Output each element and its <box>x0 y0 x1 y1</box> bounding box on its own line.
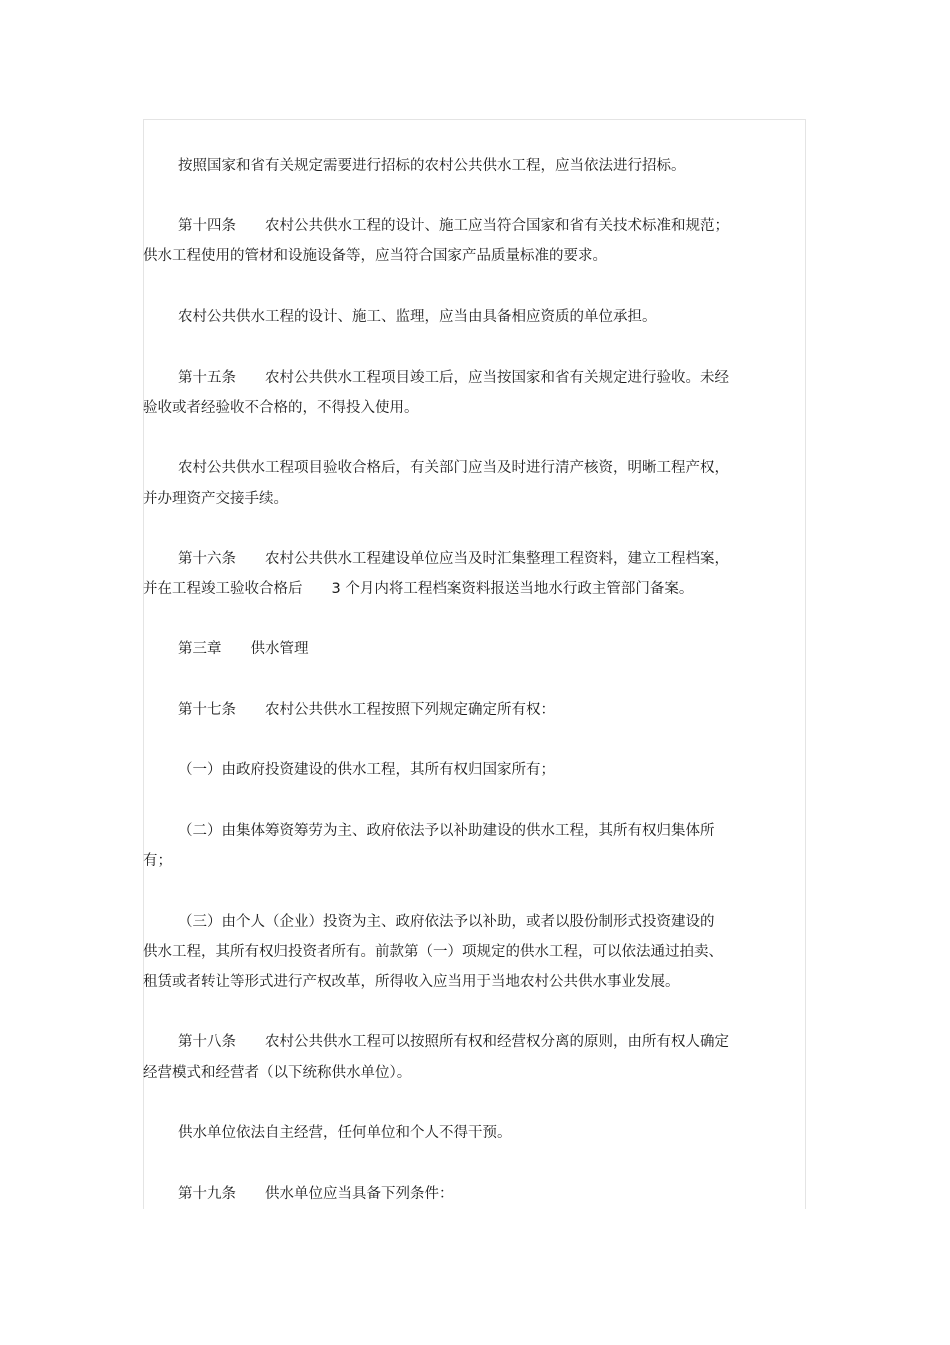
text-line: 验收或者经验收不合格的，不得投入使用。 <box>143 400 419 416</box>
text-line: 有； <box>143 853 172 869</box>
text-line: 农村公共供水工程的设计、施工、监理，应当由具备相应资质的单位承担。 <box>178 309 657 325</box>
text-line: 租赁或者转让等形式进行产权改革，所得收入应当用于当地农村公共供水事业发展。 <box>143 974 680 990</box>
text-line: 按照国家和省有关规定需要进行招标的农村公共供水工程，应当依法进行招标。 <box>178 158 686 174</box>
text-line: （三）由个人（企业）投资为主、政府依法予以补助，或者以股份制形式投资建设的 <box>178 914 715 930</box>
text-line: 第十八条 农村公共供水工程可以按照所有权和经营权分离的原则，由所有权人确定 <box>178 1034 729 1050</box>
text-line: 供水工程使用的管材和设施设备等，应当符合国家产品质量标准的要求。 <box>143 248 607 264</box>
text-line: 经营模式和经营者（以下统称供水单位）。 <box>143 1065 412 1081</box>
text-line: 并办理资产交接手续。 <box>143 491 288 507</box>
text-line: 农村公共供水工程项目验收合格后，有关部门应当及时进行清产核资，明晰工程产权， <box>178 460 729 476</box>
text-line: 第十六条 农村公共供水工程建设单位应当及时汇集整理工程资料，建立工程档案， <box>178 551 729 567</box>
chapter-heading: 第三章 供水管理 <box>178 641 309 657</box>
text-line: （二）由集体筹资筹劳为主、政府依法予以补助建设的供水工程，其所有权归集体所 <box>178 823 715 839</box>
text-line: 并在工程竣工验收合格后 3 个月内将工程档案资料报送当地水行政主管部门备案。 <box>143 581 694 597</box>
text-line: 供水工程，其所有权归投资者所有。前款第（一）项规定的供水工程，可以依法通过拍卖、 <box>143 944 723 960</box>
text-line: 第十四条 农村公共供水工程的设计、施工应当符合国家和省有关技术标准和规范； <box>178 218 729 234</box>
text-line: 第十九条 供水单位应当具备下列条件： <box>178 1186 454 1202</box>
text-line: 供水单位依法自主经营，任何单位和个人不得干预。 <box>178 1125 512 1141</box>
text-line: 第十五条 农村公共供水工程项目竣工后，应当按国家和省有关规定进行验收。未经 <box>178 370 729 386</box>
text-line: （一）由政府投资建设的供水工程，其所有权归国家所有； <box>178 762 555 778</box>
text-line: 第十七条 农村公共供水工程按照下列规定确定所有权： <box>178 702 555 718</box>
